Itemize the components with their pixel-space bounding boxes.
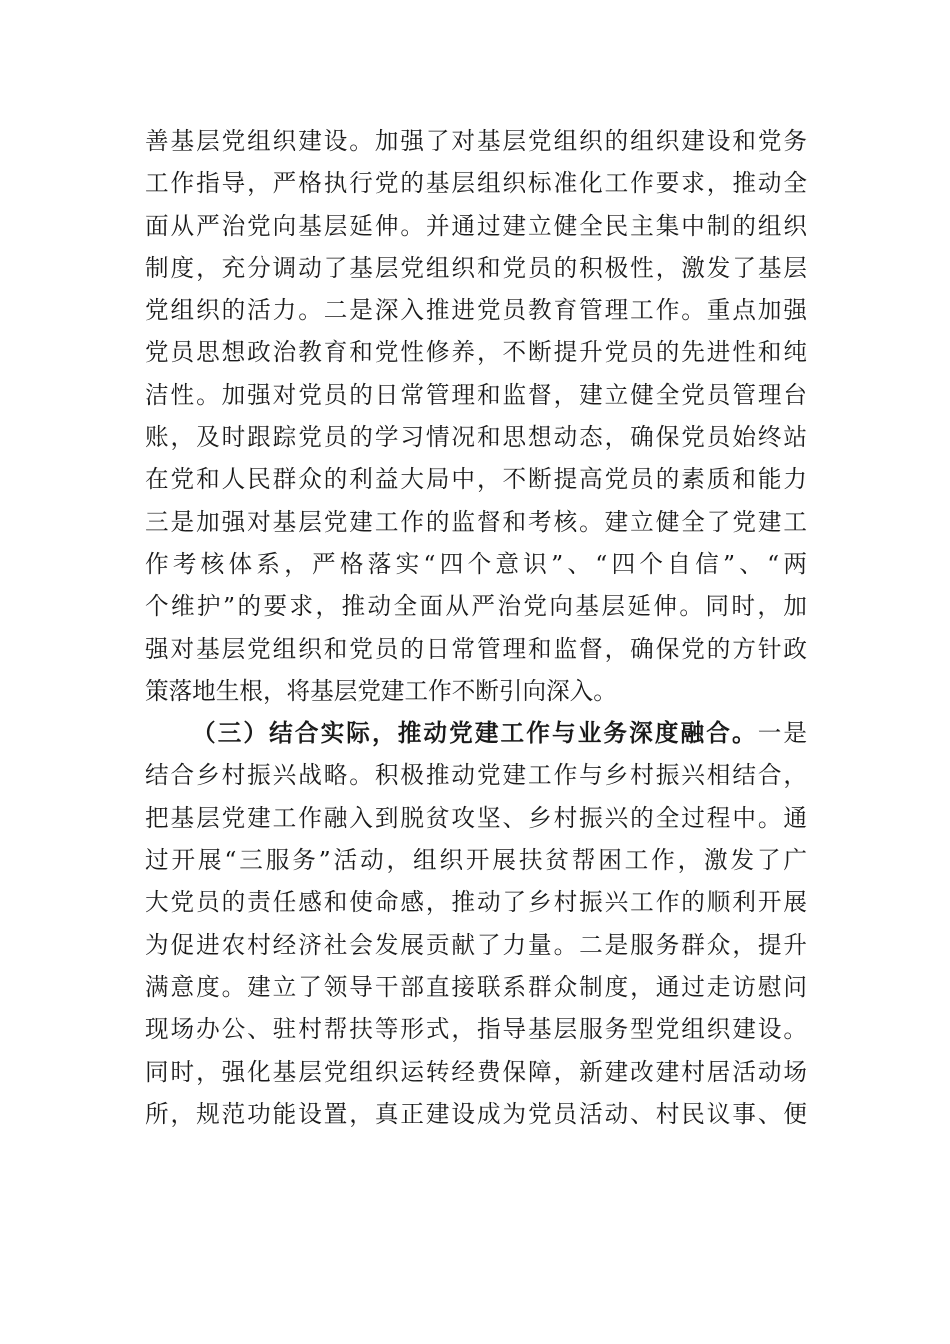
text-line: 结合乡村振兴战略。积极推动党建工作与乡村振兴相结合，	[145, 761, 807, 790]
text-line: 现场办公、驻村帮扶等形式，指导基层服务型党组织建设。	[145, 1015, 807, 1044]
text-line: 强对基层党组织和党员的日常管理和监督，确保党的方针政	[145, 634, 807, 663]
text-line: 在党和人民群众的利益大局中，不断提高党员的素质和能力	[145, 465, 807, 494]
text-line: 三是加强对基层党建工作的监督和考核。建立健全了党建工	[145, 507, 807, 536]
paragraph-2	[145, 712, 807, 1135]
text-line: 党员思想政治教育和党性修养，不断提升党员的先进性和纯	[145, 338, 807, 367]
text-line: 过开展“三服务”活动，组织开展扶贫帮困工作，激发了广	[145, 846, 807, 875]
body-text	[145, 120, 807, 1135]
text-line: 为促进农村经济社会发展贡献了力量。二是服务群众，提升	[145, 930, 807, 959]
section-heading: （三）结合实际，推动党建工作与业务深度融合。	[192, 719, 758, 748]
text-line: 党组织的活力。二是深入推进党员教育管理工作。重点加强	[145, 296, 807, 325]
text-line: 作考核体系，严格落实“四个意识”、“四个自信”、“两	[145, 549, 807, 578]
text-line: 大党员的责任感和使命感，推动了乡村振兴工作的顺利开展	[145, 888, 807, 917]
section-heading-line	[145, 712, 807, 754]
text-line: 账，及时跟踪党员的学习情况和思想动态，确保党员始终站	[145, 423, 807, 452]
text-line: 善基层党组织建设。加强了对基层党组织的组织建设和党务	[145, 127, 807, 155]
text-line: 把基层党建工作融入到脱贫攻坚、乡村振兴的全过程中。通	[145, 803, 807, 832]
text-fragment: 一是	[757, 719, 807, 748]
text-line: 工作指导，严格执行党的基层组织标准化工作要求，推动全	[145, 169, 807, 198]
text-line: 同时，强化基层党组织运转经费保障，新建改建村居活动场	[145, 1057, 807, 1086]
text-line: 所，规范功能设置，真正建设成为党员活动、村民议事、便	[145, 1099, 807, 1128]
text-line: 洁性。加强对党员的日常管理和监督，建立健全党员管理台	[145, 380, 807, 409]
text-line: 满意度。建立了领导干部直接联系群众制度，通过走访慰问	[145, 972, 807, 1001]
text-line: 制度，充分调动了基层党组织和党员的积极性，激发了基层	[145, 253, 807, 282]
paragraph-1	[145, 120, 807, 712]
text-line: 策落地生根，将基层党建工作不断引向深入。	[145, 676, 617, 705]
text-line: 个维护”的要求，推动全面从严治党向基层延伸。同时，加	[145, 592, 807, 621]
text-line: 面从严治党向基层延伸。并通过建立健全民主集中制的组织	[145, 211, 807, 240]
